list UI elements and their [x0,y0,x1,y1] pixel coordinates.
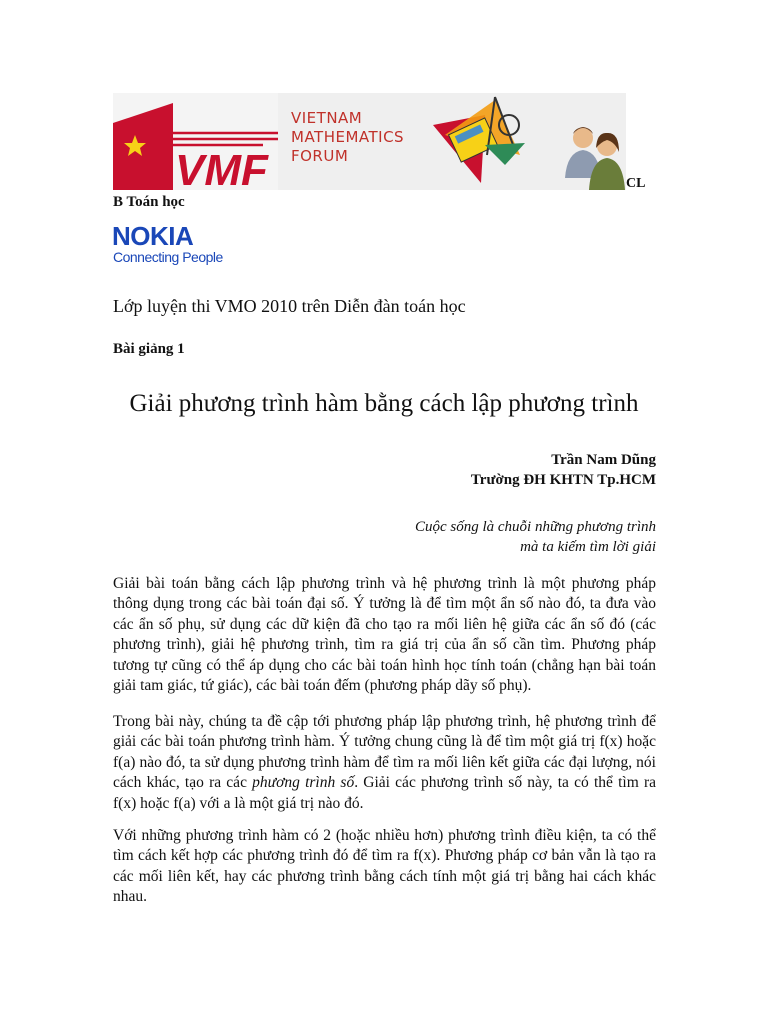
author-name: Trần Nam Dũng [551,452,656,468]
epigraph [415,517,656,557]
main-title: Giải phương trình hàm bằng cách lập phương trình [129,390,639,417]
paragraph-1: Giải bài toán bằng cách lập phương trình và hệ phương trình là một phương pháp thông dụng trong các bài toán đại số. Ý tưởng là để tìm một ẩn số nào đó, ta đưa vào các ẩn số phụ, sử dụng các dữ kiện đã cho tạo ra mối liên hệ giữa các ẩn số đó (các phương trình), giải hệ phương trình, tìm ra giá trị của ẩn số cần tìm. Phương pháp tương tự cũng có thể áp dụng cho các bài toán hình học tính toán (chẳng hạn bài toán giải tam giác, tứ giác), các bài toán đếm (phương pháp dãy số phụ). [113,575,656,695]
author-affiliation: Trường ĐH KHTN Tp.HCM [470,472,656,488]
vmf-logo [113,93,278,190]
paragraph-2-italic: phương trình số [252,774,355,792]
svg-text:VMF: VMF [175,146,268,190]
author-block [471,450,656,490]
epigraph-line-2: mà ta kiếm tìm lời giải [520,539,656,555]
subject-label: B Toán học [113,194,185,210]
math-tools-illustration [425,95,533,187]
vmf-banner [113,93,626,190]
paragraph-3: Với những phương trình hàm có 2 (hoặc nhiều hơn) phương trình điều kiện, ta có thể tìm cách kết hợp các phương trình đó để tìm ra f(x). Phương pháp cơ bản vẫn là tạo ra các mối liên kết, hay các phương trình bằng cách tính một giá trị bằng hai cách khác nhau. [113,827,656,906]
nokia-tagline: Connecting People [113,249,223,265]
forum-line-2: MATHEMATICS [291,128,405,146]
paragraph-2-end: . Giải các phương trình số này, ta có thể tìm ra f(x) hoặc f(a) với a là một giá trị nào đó. [113,774,656,812]
nokia-logo: NOKIA [112,221,194,251]
forum-line-3: FORUM [291,147,349,165]
forum-line-1: VIETNAM [291,109,363,127]
forum-name [291,109,404,166]
paragraph-2-start: Trong bài này, chúng ta đề cập tới phương pháp lập phương trình, hệ phương trình để giải các bài toán phương trình hàm. Ý tưởng chung cũng là để tìm một giá trị f(x) hoặc f(a) nào đó, ta sử dụng phương trình hàm để tìm ra mối liên kết giữa các đại lượng, nói cách khác, tạo ra các [113,713,656,792]
paragraph-2 [113,712,656,814]
cl-tag: CL [626,176,646,191]
people-illustration [563,118,626,190]
lecture-label: Bài giảng 1 [113,341,185,357]
class-title: Lớp luyện thi VMO 2010 trên Diễn đàn toán học [113,296,466,316]
epigraph-line-1: Cuộc sống là chuỗi những phương trình [414,519,656,535]
